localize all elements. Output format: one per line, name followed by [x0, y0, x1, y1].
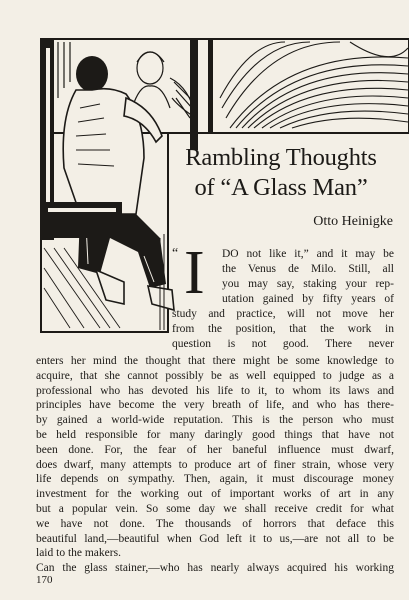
text-line: principles have become the very breath of life, and who has there-	[36, 399, 394, 412]
title-line-2: of “A Glass Man”	[194, 174, 368, 201]
text-line: Can the glass stainer,—who has nearly always acquired his working	[36, 562, 394, 575]
text-line: beautiful land,—beautiful when God left it to us,—are not all to be	[36, 532, 394, 545]
text-line: by gained a world-wide reputation. This is the person who must	[36, 414, 394, 427]
text-line: you may say, staking your rep-	[222, 278, 394, 290]
text-line: utation gained by fifty years of	[222, 293, 394, 305]
text-line: been done. For, the fear of her baneful influence must dwarf,	[36, 443, 394, 456]
text-line: enters her mind the thought that there might be some knowledge to	[36, 355, 394, 367]
text-line: question is not good. There never	[172, 338, 394, 350]
drop-cap: I	[184, 239, 205, 307]
body-paragraph	[36, 354, 394, 576]
text-line: professional who has devoted his life to it, to whom its laws and	[36, 384, 394, 397]
article-title	[166, 143, 396, 203]
text-line: we have not done. The thousands of horrors that deface this	[36, 517, 394, 530]
text-line: study and practice, will not move her	[172, 308, 394, 320]
title-line-1: Rambling Thoughts	[185, 144, 377, 171]
text-line: acquire, that she cannot possibly be as well equipped to judge as a	[36, 369, 394, 382]
text-line: DO not like it,” and it may be	[222, 248, 394, 260]
text-line: investment for the working out of important works of art in any	[36, 488, 394, 501]
text-line: does dwarf, many attempts to produce art of finer strain, whose very	[36, 458, 394, 471]
text-line: the Venus de Milo. Still, all	[222, 263, 394, 275]
text-line: but a popular vein. So some day we shall receive credit for what	[36, 502, 394, 515]
opening-quote: “	[172, 246, 179, 261]
page-number: 170	[36, 574, 53, 586]
text-line: from the position, that the work in	[172, 323, 394, 335]
text-line: laid to the makers.	[36, 547, 121, 560]
text-line: be held responsible for many daringly good things that have not	[36, 428, 394, 441]
text-line: life depends on sympathy. Then, again, it must discourage money	[36, 473, 394, 486]
author-name: Otto Heinigke	[313, 214, 393, 229]
